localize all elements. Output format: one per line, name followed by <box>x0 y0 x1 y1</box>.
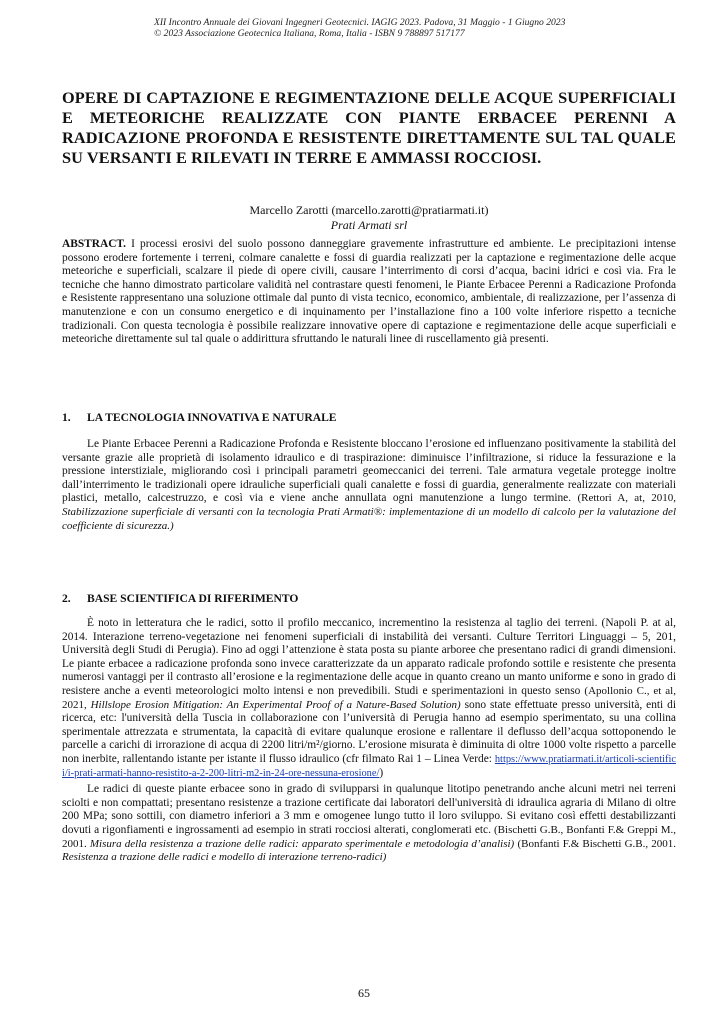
section-2-p1-text-a: È noto in letteratura che le radici, sotto il profilo meccanico, incrementino la resistenza al taglio dei terreni. (Napoli P. at al, 2014. Interazione terreno-vegetazione nei fenomeni superficiali di instabilità dei versanti. Culture Territori Linguaggi – 5, 201, Università degli Studi di Perugia). Fino ad oggi l’attenzione è stata posta su piante arboree che presentano radici di grandi dimensioni. Le piante erbacee a radicazione profonda sono invece caratterizzate da un apparato radicale profondo sottile e resistente che presenta numerosi vantaggi per il contrasto all’erosione e la regimentazione delle acque in quanto creano un manto uniforme e sono in grado di resistere anche a eventi meteorologici molto intensi e non prevedibili. Studi e sperimentazioni in questo senso <box>62 617 676 697</box>
section-1-text: Le Piante Erbacee Perenni a Radicazione Profonda e Resistente bloccano l’erosione ed influenzano positivamente la stabilità del versante grazie alle proprietà di isolamento idraulico e di traspirazione: diminuisce l’infiltrazione, si riduce la fessurazione e la pressione interstiziale, migliorando così i principali parametri geomeccanici dei terreni. Tale armatura vegetale protegge inoltre dall’interrimento le tradizionali opere idrauliche superficiali quali canalette e fossi di guardia, generalmente realizzate con materiali plastici, metallo, calcestruzzo, e così via e viene anche annullata ogni manutenzione a lungo termine. <box>62 438 676 505</box>
section-2-p2-text: Le radici di queste piante erbacee sono in grado di svilupparsi in qualunque litotipo penetrando anche alcuni metri nei terreni sciolti e non compattati; presentano resistenze a trazione certificate dai laboratori dell'università di idraulica agraria di Milano di oltre 200 MPa; sono sottili, con diametro inferiori a 3 mm e omogenee lungo tutto il loro sviluppo. Si evitano così effetti destabilizzanti dovuti a rigonfiamenti e ingrossamenti ad esempio in strati rocciosi alterati, conglomerati etc. <box>62 783 676 836</box>
section-2-p2-citation-2-plain: (Bonfanti F.& Bischetti G.B., 2001. <box>517 837 676 850</box>
author-name: Marcello Zarotti (marcello.zarotti@pratiarmati.it) <box>249 203 489 217</box>
section-1-number: 1. <box>62 411 71 424</box>
section-1-body <box>62 438 676 533</box>
conference-header-line-2: © 2023 Associazione Geotecnica Italiana, Roma, Italia - ISBN 9 788897 517177 <box>154 28 465 39</box>
section-2-paragraph-1 <box>62 617 676 780</box>
paper-title: OPERE DI CAPTAZIONE E REGIMENTAZIONE DELLE ACQUE SUPERFICIALI E METEORICHE REALIZZATE CON PIANTE ERBACEE PERENNI A RADICAZIONE PROFONDA E RESISTENTE DIRETTAMENTE SUL TAL QUALE SU VERSANTI E RILEVATI IN TERRE E AMMASSI ROCCIOSI. <box>62 88 676 167</box>
section-1-citation-plain: (Rettori A, at, 2010, <box>577 492 677 505</box>
conference-header-line-1: XII Incontro Annuale dei Giovani Ingegneri Geotecnici. IAGIG 2023. Padova, 31 Maggio - 1 Giugno 2023 <box>154 17 566 28</box>
section-1-title: LA TECNOLOGIA INNOVATIVA E NATURALE <box>87 411 337 424</box>
author-affiliation: Prati Armati srl <box>330 218 408 232</box>
section-2-p2-citation-2-title: Resistenza a trazione delle radici e modello di interazione terreno-radici) <box>62 851 387 864</box>
section-2-number: 2. <box>62 592 71 605</box>
section-1-citation-title: Stabilizzazione superficiale di versanti con la tecnologia Prati Armati®: implementazione di un modello di calcolo per la valutazione del coefficiente di sicurezza.) <box>62 505 676 532</box>
abstract <box>62 238 676 347</box>
section-2-body <box>62 617 676 865</box>
section-1-paragraph <box>62 438 676 533</box>
section-2-title: BASE SCIENTIFICA DI RIFERIMENTO <box>87 592 299 605</box>
section-2-p2-citation-1-plain: (Bischetti G.B., Bonfanti F.& Greppi M., 2001. <box>62 823 676 850</box>
page-number: 65 <box>358 986 370 1000</box>
abstract-text: I processi erosivi del suolo possono danneggiare gravemente infrastrutture ed ambiente. Le precipitazioni intense possono erodere fortemente i terreni, colmare canalette e fossi di guardia realizzati per la captazione e regimentazione delle acque meteoriche e superficiali, scalzare il piede di opere civili, causare l’interrimento di corsi d’acqua, bacini idrici e così via. Fra le tecniche che hanno dimostrato particolare validità nel contrastare questi fenomeni, le Piante Erbacee Perenni a Radicazione Profonda e Resistente rappresentano una soluzione ottimale dal punto di vista tecnico, economico, ambientale, di realizzazione, per l’assenza di manutenzione e con un consumo energetico e di inquinamento per l’installazione fino a 100 volte inferiore rispetto a tecniche tradizionali. Con questa tecnologia è possibile realizzare innovative opere di captazione e regimentazione delle acque superficiali e meteoriche direttamente sul tal quale o addirittura sfruttando le naturali linee di ruscellamento già presenti. <box>62 238 676 346</box>
section-2-heading <box>62 592 676 606</box>
author-block <box>62 203 676 233</box>
section-2-p1-close: ) <box>379 766 384 779</box>
section-1-heading <box>62 411 676 425</box>
abstract-label: ABSTRACT. <box>62 238 127 250</box>
section-2-p2-citation-1-title: Misura della resistenza a trazione delle radici: apparato sperimentale e metodologia d’analisi) <box>89 837 515 850</box>
section-2-p1-text-b: sono state effettuate presso università, enti di ricerca, etc: l'università della Tuscia in collaborazione con l’università di Perugia hanno ad esempio sperimentato, su una collina sperimentale attrezzata e strumentata, la capacità di evitare qualunque erosione e rallentare il deflusso dell’acqua sottoponendo le parcelle a carichi di irrorazione di acqua di 2200 litri/m²/giorno. L’erosione misurata è diminuita di oltre 1000 volte rispetto a parcelle non inerbite, rallentando istante per istante il flusso idraulico (cfr filmato Rai 1 – Linea Verde: <box>62 698 676 765</box>
section-2-p1-citation-plain: (Apollonio C., et al, 2021, <box>62 684 676 711</box>
video-link[interactable]: https://www.pratiarmati.it/articoli-scientifici/i-prati-armati-hanno-resistito-a-2-200-litri-m2-in-24-ore-nessuna-erosione/ <box>62 753 676 779</box>
conference-header <box>154 17 674 39</box>
section-2-paragraph-2 <box>62 783 676 865</box>
section-2-p1-citation-title: Hillslope Erosion Mitigation: An Experimental Proof of a Nature-Based Solution) <box>90 698 461 711</box>
